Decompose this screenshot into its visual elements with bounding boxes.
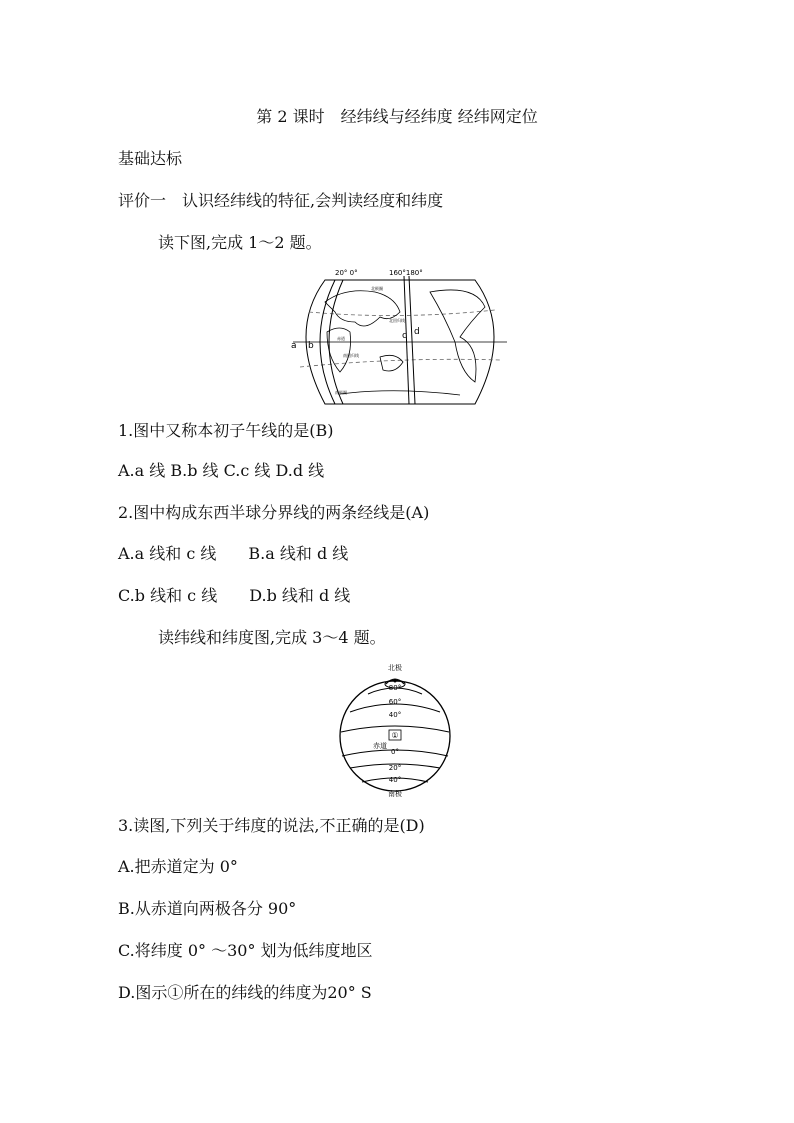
question-2-options-cd: C.b 线和 c 线 D.b 线和 d 线 (118, 586, 351, 605)
line-label-b: b (308, 341, 314, 351)
line-label-d: d (414, 327, 420, 337)
label-tropic-cancer: 北回归线 (389, 318, 405, 323)
marker-1: ① (391, 731, 399, 740)
question-1: 1.图中又称本初子午线的是(B) (118, 421, 334, 440)
question-3-option-d: D.图示①所在的纬线的纬度为20° S (118, 983, 372, 1002)
question-3-option-a: A.把赤道定为 0° (118, 857, 238, 876)
question-3: 3.读图,下列关于纬度的说法,不正确的是(D) (118, 816, 425, 835)
map-label-20-0: 20° 0° (335, 269, 358, 277)
lat-label-40n: 40° (388, 711, 402, 719)
section-heading: 基础达标 (118, 149, 183, 168)
question-3-option-b: B.从赤道向两极各分 90° (118, 899, 297, 918)
north-pole-label: 北极 (388, 664, 402, 672)
label-arctic-circle: 北极圈 (371, 286, 383, 291)
equator-label: 赤道 (373, 742, 387, 750)
latitude-globe-figure (330, 660, 460, 800)
line-label-c: c (402, 331, 407, 341)
line-label-a: a (291, 341, 297, 351)
label-antarctic-circle: 南极圈 (335, 390, 347, 395)
lat-label-20: 20° (388, 764, 402, 772)
label-equator: 赤道 (337, 336, 345, 341)
label-tropic-capricorn: 南回归线 (343, 353, 359, 358)
question-2-options-ab: A.a 线和 c 线 B.a 线和 d 线 (118, 544, 349, 563)
lat-label-40s: 40° (388, 776, 402, 784)
map-label-160-180: 160°180° (389, 269, 423, 277)
lat-label-80: 80° (388, 684, 402, 692)
lat-label-0: 0° (391, 748, 399, 756)
question-2: 2.图中构成东西半球分界线的两条经线是(A) (118, 503, 430, 522)
evaluation-heading: 评价一 认识经纬线的特征,会判读经度和纬度 (118, 191, 444, 210)
question-3-option-c: C.将纬度 0° ～30° 划为低纬度地区 (118, 941, 373, 960)
question-1-options: A.a 线 B.b 线 C.c 线 D.d 线 (118, 461, 325, 480)
south-pole-label: 南极 (388, 790, 402, 798)
page-title: 第 2 课时 经纬线与经纬度 经纬网定位 (256, 107, 538, 126)
world-map-figure (285, 262, 515, 408)
intro-text: 读下图,完成 1～2 题。 (158, 233, 322, 252)
intro-text-2: 读纬线和纬度图,完成 3～4 题。 (158, 628, 386, 647)
lat-label-60: 60° (388, 698, 402, 706)
